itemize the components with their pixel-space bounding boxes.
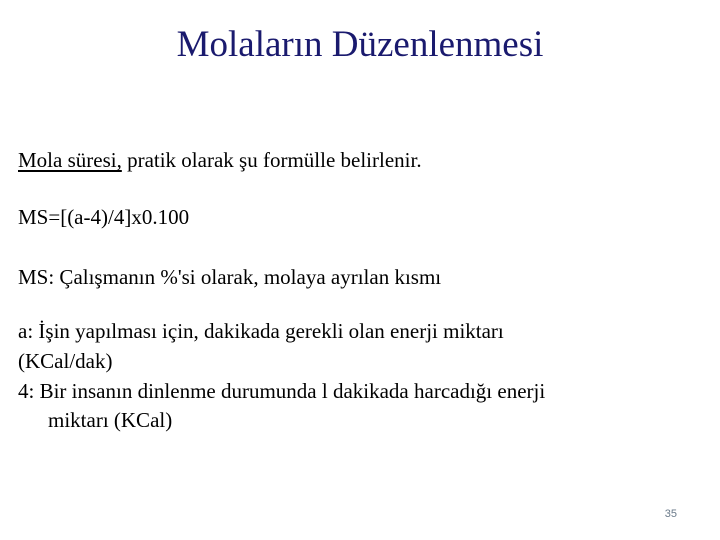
ms-definition: MS: Çalışmanın %'si olarak, molaya ayrılan kısmı — [18, 265, 442, 289]
formula-text: MS=[(a-4)/4]x0.100 — [18, 205, 190, 229]
four-definition-line2: miktarı (KCal) — [48, 408, 173, 432]
a-definition-line1: a: İşin yapılması için, dakikada gerekli olan enerji miktarı — [18, 319, 504, 343]
intro-underlined-text: Mola süresi, — [18, 148, 122, 172]
intro-rest-text: pratik olarak şu formülle belirlenir. — [121, 148, 422, 172]
a-definition-line2: (KCal/dak) — [18, 349, 113, 373]
intro-line — [18, 145, 422, 175]
slide-title: Molaların Düzenlenmesi — [176, 24, 544, 65]
page-number: 35 — [664, 508, 677, 520]
four-definition-line1: 4: Bir insanın dinlenme durumunda l dakikada harcadığı enerji — [18, 379, 546, 403]
